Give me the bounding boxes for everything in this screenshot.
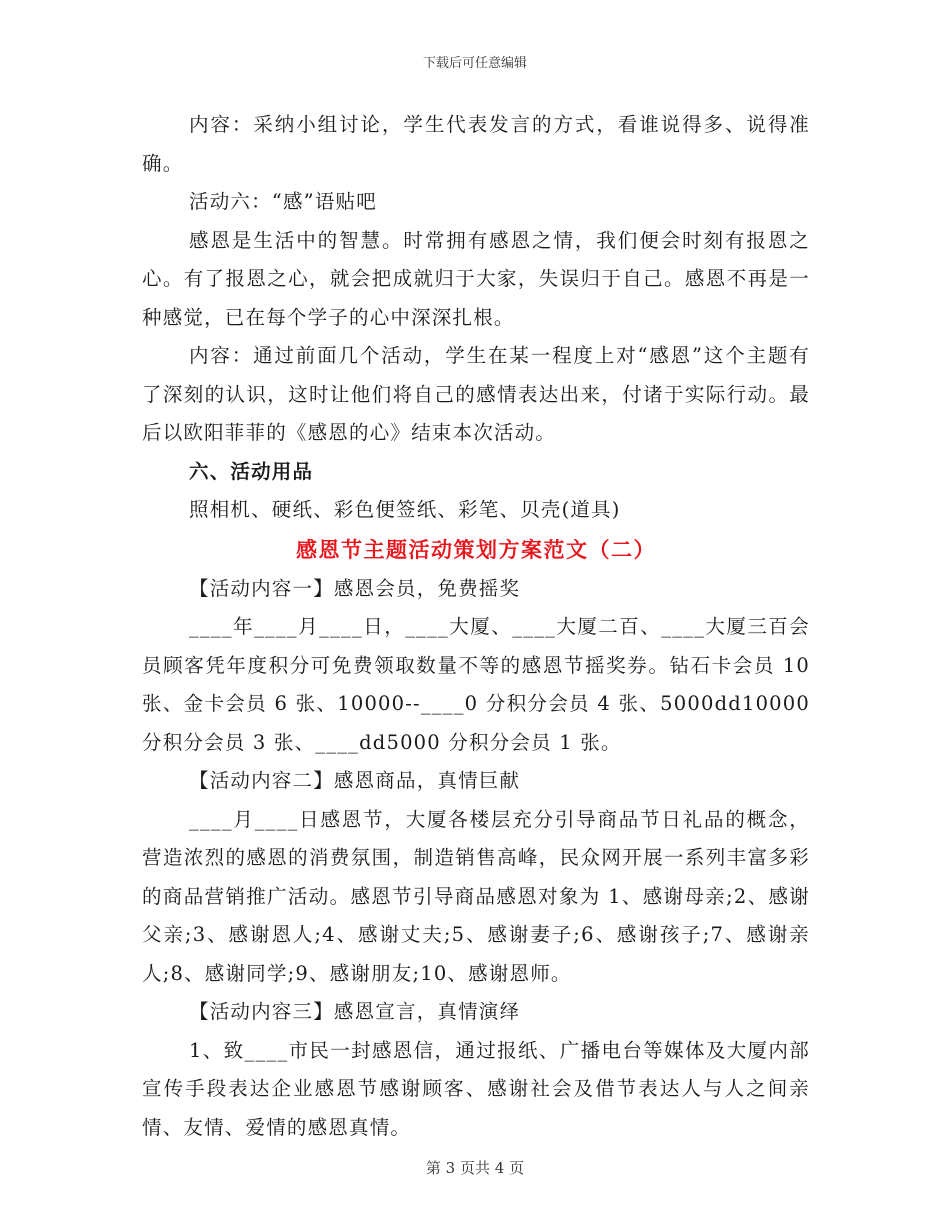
paragraph-activity-one-title: 【活动内容一】感恩会员，免费摇奖: [189, 576, 521, 600]
paragraph-gratitude-wisdom: 感恩是生活中的智慧。时常拥有感恩之情，我们便会时刻有报恩之心。有了报恩之心，就会把成就归于大家，失误归于自己。感恩不再是一种感觉，已在每个学子的心中深深扎根。: [142, 228, 810, 329]
paragraph-gratitude-letter: 1、致____市民一封感恩信，通过报纸、广播电台等媒体及大厦内部宣传手段表达企业感恩节感谢顾客、感谢社会及借节表达人与人之间亲情、友情、爱情的感恩真情。: [142, 1038, 810, 1139]
paragraph-discussion-method: 内容：采纳小组讨论，学生代表发言的方式，看谁说得多、说得准确。: [142, 113, 810, 175]
page-footer: 第 3 页共 4 页: [425, 1159, 525, 1177]
paragraph-gift-promotion: ____月____日感恩节，大厦各楼层充分引导商品节日礼品的概念，营造浓烈的感恩的消费氛围，制造销售高峰，民众网开展一系列丰富多彩的商品营销推广活动。感恩节引导商品感恩对象为 1、感谢母亲;2、感谢父亲;3、感谢恩人;4、感谢丈夫;5、感谢妻子;6、感谢孩子;7、感谢亲人;8、感谢同学;9、感谢朋友;10、感谢恩师。: [142, 807, 810, 985]
paragraph-activity-two-title: 【活动内容二】感恩商品，真情巨献: [189, 769, 521, 792]
heading-activity-supplies: 六、活动用品: [189, 459, 314, 483]
paragraph-activity-three-title: 【活动内容三】感恩宣言，真情演绎: [189, 1000, 521, 1023]
section-title: 感恩节主题活动策划方案范文（二）: [296, 537, 656, 562]
paragraph-activity-six-title: 活动六：“感”语贴吧: [189, 190, 377, 213]
paragraph-activity-content: 内容：通过前面几个活动，学生在某一程度上对“感恩”这个主题有了深刻的认识，这时让他们将自己的感情表达出来，付诸于实际行动。最后以欧阳菲菲的《感恩的心》结束本次活动。: [142, 344, 810, 444]
paragraph-supplies-list: 照相机、硬纸、彩色便签纸、彩笔、贝壳(道具): [189, 498, 621, 521]
paragraph-member-lottery: ____年____月____日，____大厦、____大厦二百、____大厦三百会员顾客凭年度积分可免费领取数量不等的感恩节摇奖券。钻石卡会员 10 张、金卡会员 6 张、10000--____0 分积分会员 4 张、5000dd10000 分积分会员 3 张、____dd5000 分积分会员 1 张。: [142, 615, 810, 754]
page-header: 下载后可任意编辑: [422, 56, 527, 71]
document-body: [142, 106, 810, 1147]
